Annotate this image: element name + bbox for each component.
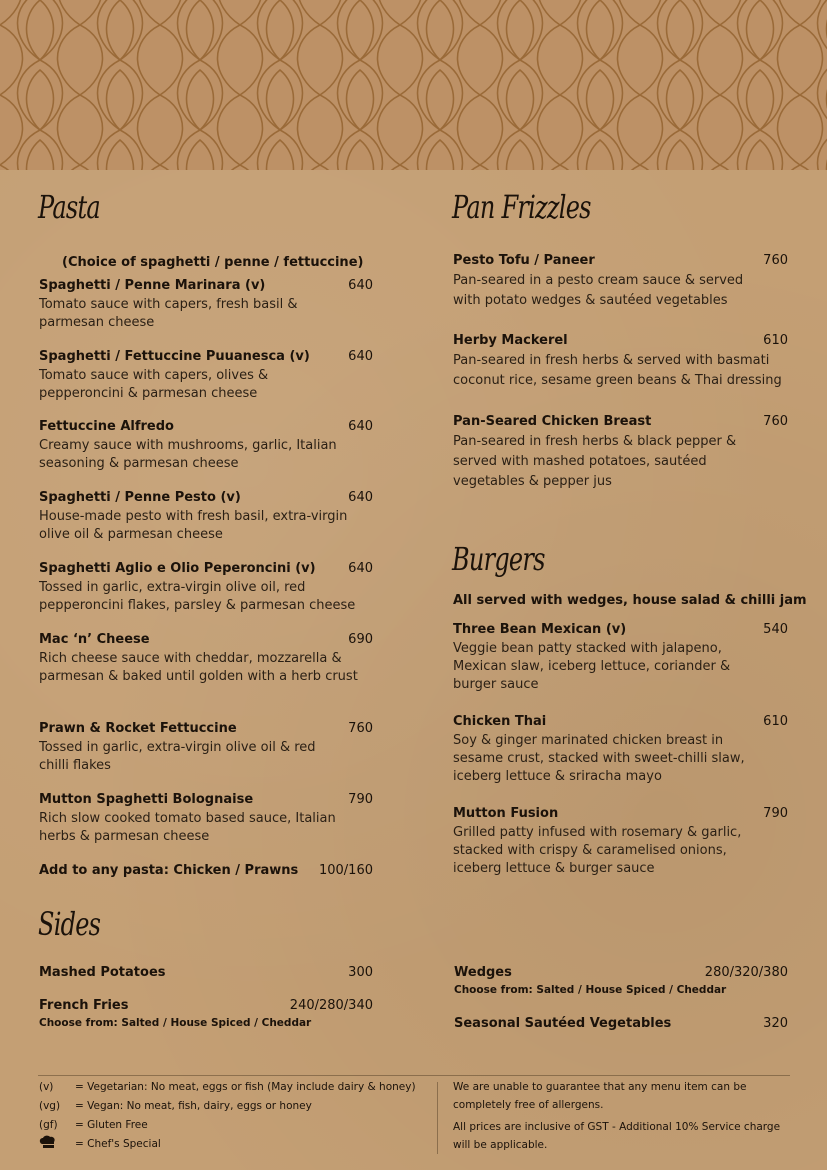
item-price: 760 [763, 253, 788, 268]
legend-key: (vg) [39, 1100, 61, 1112]
legend-key: (v) [39, 1081, 54, 1093]
item-name: Mutton Fusion [453, 806, 559, 821]
burger-item [453, 622, 788, 694]
item-price: 540 [763, 622, 788, 637]
pasta-item [39, 490, 373, 544]
legend-row [39, 1116, 416, 1135]
item-options: Choose from: Salted / House Spiced / Cheddar [39, 1017, 312, 1029]
footer-column-divider [437, 1082, 438, 1154]
disclaimers [453, 1078, 783, 1154]
item-price: 610 [763, 333, 788, 348]
item-price: 790 [763, 806, 788, 821]
side-item [39, 965, 373, 980]
item-description: House-made pesto with fresh basil, extra-virgin olive oil & parmesan cheese [39, 509, 348, 542]
footer-divider [38, 1075, 790, 1076]
pricing-disclaimer: All prices are inclusive of GST - Additional 10% Service charge will be applicable. [453, 1121, 781, 1151]
addon-label: Add to any pasta: Chicken / Prawns [39, 863, 299, 878]
item-description: Tossed in garlic, extra-virgin olive oil & red chilli flakes [39, 740, 316, 773]
item-description: Creamy sauce with mushrooms, garlic, Italian seasoning & parmesan cheese [39, 438, 337, 471]
item-description: Grilled patty infused with rosemary & garlic, stacked with crispy & caramelised onions, iceberg lettuce & burger sauce [453, 825, 742, 876]
item-price: 640 [348, 349, 373, 364]
legend-key: (gf) [39, 1119, 58, 1131]
item-name: Spaghetti / Penne Marinara (v) [39, 278, 266, 293]
item-price: 640 [348, 278, 373, 293]
item-price: 280/320/380 [704, 965, 788, 980]
legend-text: = Vegan: No meat, fish, dairy, eggs or honey [75, 1100, 312, 1112]
side-item [454, 1016, 788, 1031]
burgers-heading: Burgers [452, 540, 545, 578]
item-description: Soy & ginger marinated chicken breast in sesame crust, stacked with sweet-chilli slaw, iceberg lettuce & sriracha mayo [453, 733, 745, 784]
allergen-disclaimer: We are unable to guarantee that any menu item can be completely free of allergens. [453, 1081, 747, 1111]
pan-frizzles-item [453, 333, 788, 391]
pan-frizzles-item [453, 253, 788, 311]
item-name: Spaghetti Aglio e Olio Peperoncini (v) [39, 561, 316, 576]
item-description: Tomato sauce with capers, olives & pepperoncini & parmesan cheese [39, 368, 269, 401]
pasta-item [39, 792, 373, 846]
item-name: Chicken Thai [453, 714, 547, 729]
item-name: Three Bean Mexican (v) [453, 622, 627, 637]
item-price: 640 [348, 490, 373, 505]
item-description: Pan-seared in fresh herbs & served with basmati coconut rice, sesame green beans & Thai dressing [453, 353, 782, 388]
item-name: Seasonal Sautéed Vegetables [454, 1016, 672, 1031]
item-name: Mutton Spaghetti Bolognaise [39, 792, 254, 807]
item-name: Spaghetti / Penne Pesto (v) [39, 490, 241, 505]
item-description: Rich slow cooked tomato based sauce, Italian herbs & parmesan cheese [39, 811, 336, 844]
item-price: 760 [763, 414, 788, 429]
burger-item [453, 714, 788, 786]
item-description: Rich cheese sauce with cheddar, mozzarella & parmesan & baked until golden with a herb crust [39, 651, 358, 684]
pasta-heading: Pasta [38, 188, 100, 226]
side-item [39, 998, 373, 1029]
item-price: 790 [348, 792, 373, 807]
burger-item [453, 806, 788, 878]
pasta-item [39, 278, 373, 332]
item-name: Pan-Seared Chicken Breast [453, 414, 652, 429]
legend-text: = Vegetarian: No meat, eggs or fish (May include dairy & honey) [75, 1081, 416, 1093]
item-name: Spaghetti / Fettuccine Puuanesca (v) [39, 349, 310, 364]
addon-price: 100/160 [318, 863, 373, 878]
legend-row [39, 1078, 416, 1097]
pasta-item [39, 721, 373, 775]
item-description: Tossed in garlic, extra-virgin olive oil, red pepperoncini flakes, parsley & parmesan cheese [39, 580, 356, 613]
item-price: 300 [348, 965, 373, 980]
item-price: 760 [348, 721, 373, 736]
side-item [454, 965, 788, 996]
sides-heading: Sides [38, 905, 101, 943]
item-price: 320 [763, 1016, 788, 1031]
dietary-legend [39, 1078, 416, 1154]
pasta-item [39, 349, 373, 403]
pasta-item [39, 419, 373, 473]
item-name: Mac ‘n’ Cheese [39, 632, 150, 647]
item-description: Pan-seared in a pesto cream sauce & served with potato wedges & sautéed vegetables [453, 273, 744, 308]
item-name: French Fries [39, 998, 129, 1013]
legend-text: = Chef's Special [75, 1138, 161, 1150]
burgers-subtitle: All served with wedges, house salad & chilli jam [453, 593, 807, 608]
pasta-subtitle: (Choice of spaghetti / penne / fettuccine) [62, 255, 364, 270]
legend-row [39, 1135, 416, 1154]
item-name: Prawn & Rocket Fettuccine [39, 721, 237, 736]
item-description: Pan-seared in fresh herbs & black pepper & served with mashed potatoes, sautéed vegetables & pepper jus [453, 434, 737, 489]
legend-row [39, 1097, 416, 1116]
chef-hat-icon [39, 1135, 57, 1149]
item-name: Wedges [454, 965, 512, 980]
pasta-item [39, 561, 373, 615]
item-options: Choose from: Salted / House Spiced / Cheddar [454, 984, 727, 996]
item-description: Tomato sauce with capers, fresh basil & parmesan cheese [39, 297, 298, 330]
item-name: Pesto Tofu / Paneer [453, 253, 595, 268]
item-price: 690 [348, 632, 373, 647]
item-price: 610 [763, 714, 788, 729]
item-price: 240/280/340 [289, 998, 373, 1013]
item-price: 640 [348, 419, 373, 434]
item-name: Mashed Potatoes [39, 965, 166, 980]
pasta-addon [39, 863, 373, 878]
pan-frizzles-heading: Pan Frizzles [452, 188, 591, 226]
item-price: 640 [348, 561, 373, 576]
item-description: Veggie bean patty stacked with jalapeno, Mexican slaw, iceberg lettuce, coriander & burger sauce [453, 641, 731, 692]
decorative-pattern [0, 0, 827, 170]
pan-frizzles-item [453, 414, 788, 492]
item-name: Fettuccine Alfredo [39, 419, 174, 434]
item-name: Herby Mackerel [453, 333, 568, 348]
legend-text: = Gluten Free [75, 1119, 148, 1131]
pasta-item [39, 632, 373, 686]
